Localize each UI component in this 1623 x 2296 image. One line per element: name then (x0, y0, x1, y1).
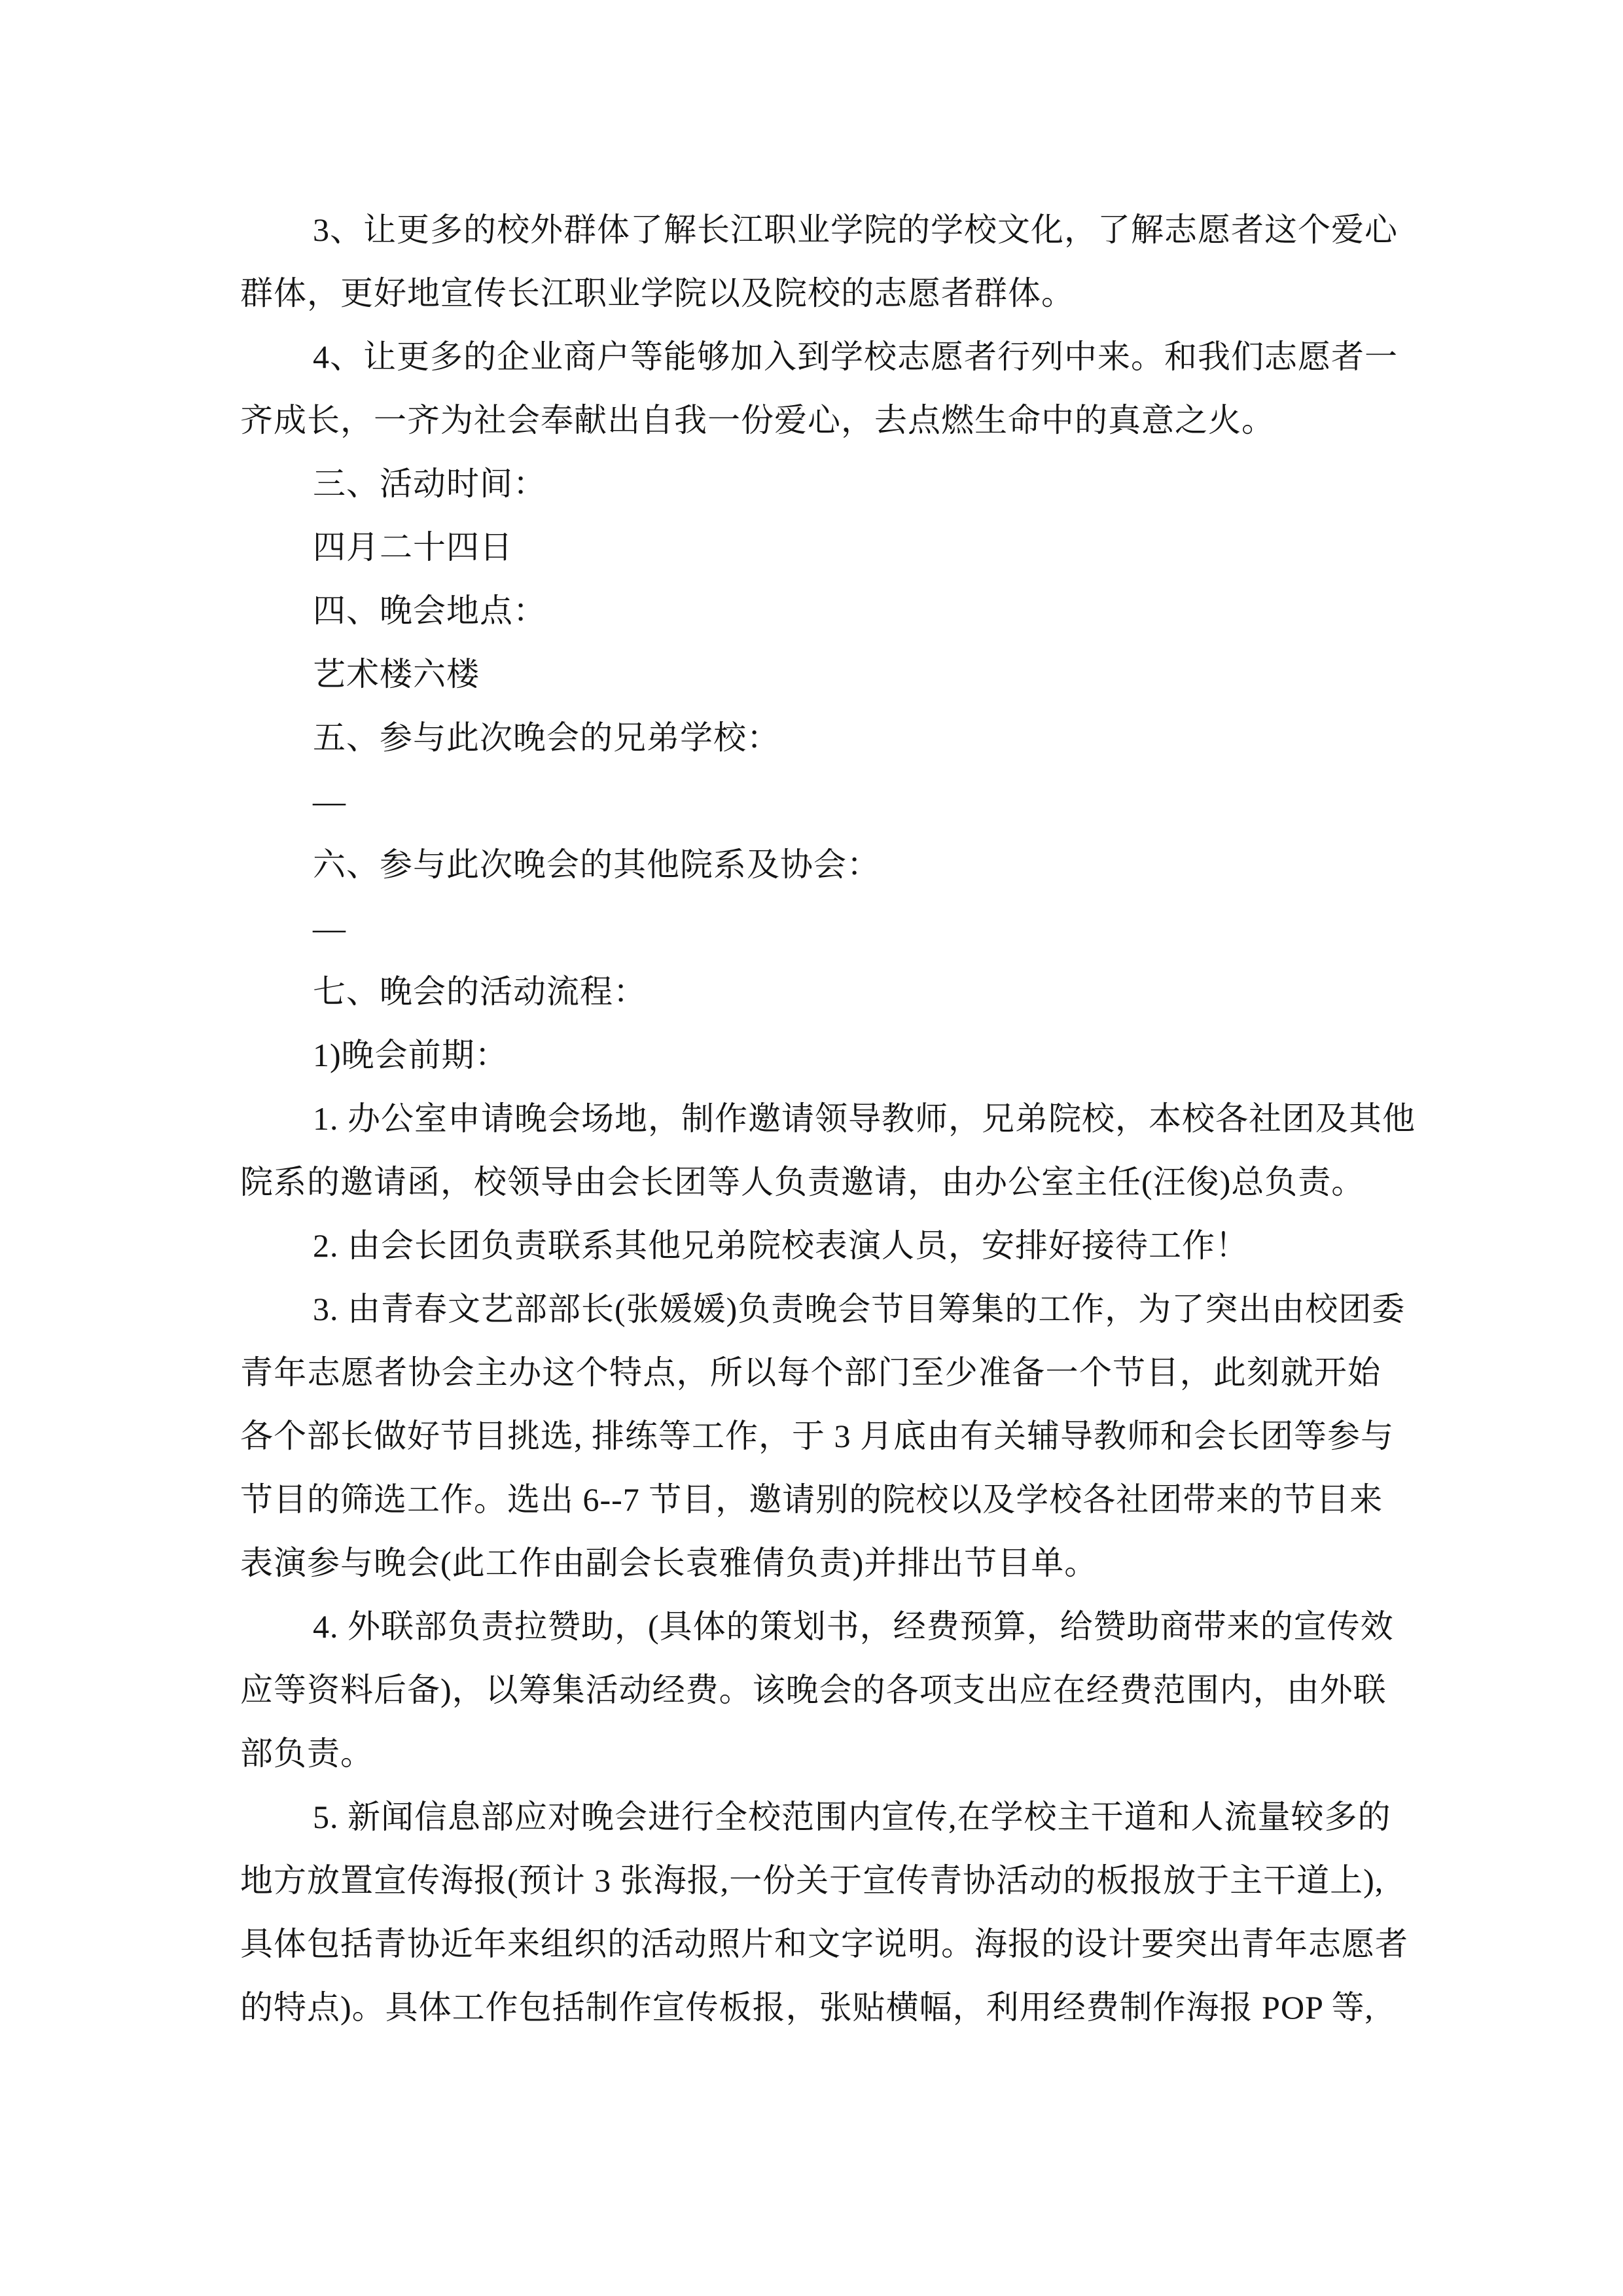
paragraph-line: 群体，更好地宣传长江职业学院以及院校的志愿者群体。 (240, 275, 1075, 312)
paragraph-line: 艺术楼六楼 (313, 656, 480, 692)
paragraph-line: 2. 由会长团负责联系其他兄弟院校表演人员，安排好接待工作！ (313, 1227, 1249, 1264)
paragraph-line: 齐成长，一齐为社会奉献出自我一份爱心，去点燃生命中的真意之火。 (240, 402, 1275, 439)
section-heading: 三、活动时间： (313, 465, 546, 502)
paragraph-line: 5. 新闻信息部应对晚会进行全校范围内宣传,在学校主干道和人流量较多的 (313, 1799, 1391, 1835)
paragraph-line: 1. 办公室申请晚会场地，制作邀请领导教师，兄弟院校，本校各社团及其他 (313, 1100, 1416, 1137)
paragraph-line: 节目的筛选工作。选出 6--7 节目，邀请别的院校以及学校各社团带来的节目来 (240, 1481, 1383, 1518)
paragraph-line: 具体包括青协近年来组织的活动照片和文字说明。海报的设计要突出青年志愿者 (240, 1926, 1408, 1962)
section-heading: 五、参与此次晚会的兄弟学校： (313, 719, 780, 756)
paragraph-line: 地方放置宣传海报(预计 3 张海报,一份关于宣传青协活动的板报放于主干道上), (240, 1862, 1384, 1899)
paragraph-line: 院系的邀请函，校领导由会长团等人负责邀请，由办公室主任(汪俊)总负责。 (240, 1164, 1365, 1200)
paragraph-line: 四月二十四日 (313, 529, 513, 565)
paragraph-line: 3、让更多的校外群体了解长江职业学院的学校文化，了解志愿者这个爱心 (313, 211, 1398, 248)
paragraph-line: 应等资料后备)，以筹集活动经费。该晚会的各项支出应在经费范围内，由外联 (240, 1672, 1387, 1708)
paragraph-line: 3. 由青春文艺部部长(张媛媛)负责晚会节目筹集的工作，为了突出由校团委 (313, 1291, 1406, 1327)
section-heading: 四、晚会地点： (313, 592, 546, 629)
section-heading: 七、晚会的活动流程： (313, 973, 647, 1010)
document-text-column (240, 198, 1416, 2039)
paragraph-line: 部负责。 (240, 1735, 374, 1772)
dash-line: — (313, 910, 346, 946)
section-heading: 六、参与此次晚会的其他院系及协会： (313, 846, 880, 883)
subsection-heading: 1)晚会前期： (313, 1037, 508, 1073)
paragraph-line: 4. 外联部负责拉赞助，(具体的策划书，经费预算，给赞助商带来的宣传效 (313, 1608, 1394, 1645)
dash-line: — (313, 783, 346, 819)
paragraph-line: 各个部长做好节目挑选, 排练等工作，于 3 月底由有关辅导教师和会长团等参与 (240, 1418, 1394, 1454)
paragraph-line: 4、让更多的企业商户等能够加入到学校志愿者行列中来。和我们志愿者一 (313, 338, 1398, 375)
paragraph-line: 的特点)。具体工作包括制作宣传板报，张贴横幅，利用经费制作海报 POP 等, (240, 1989, 1374, 2026)
paragraph-line: 青年志愿者协会主办这个特点，所以每个部门至少准备一个节目，此刻就开始 (240, 1354, 1381, 1391)
paragraph-line: 表演参与晚会(此工作由副会长袁雅倩负责)并排出节目单。 (240, 1545, 1098, 1581)
